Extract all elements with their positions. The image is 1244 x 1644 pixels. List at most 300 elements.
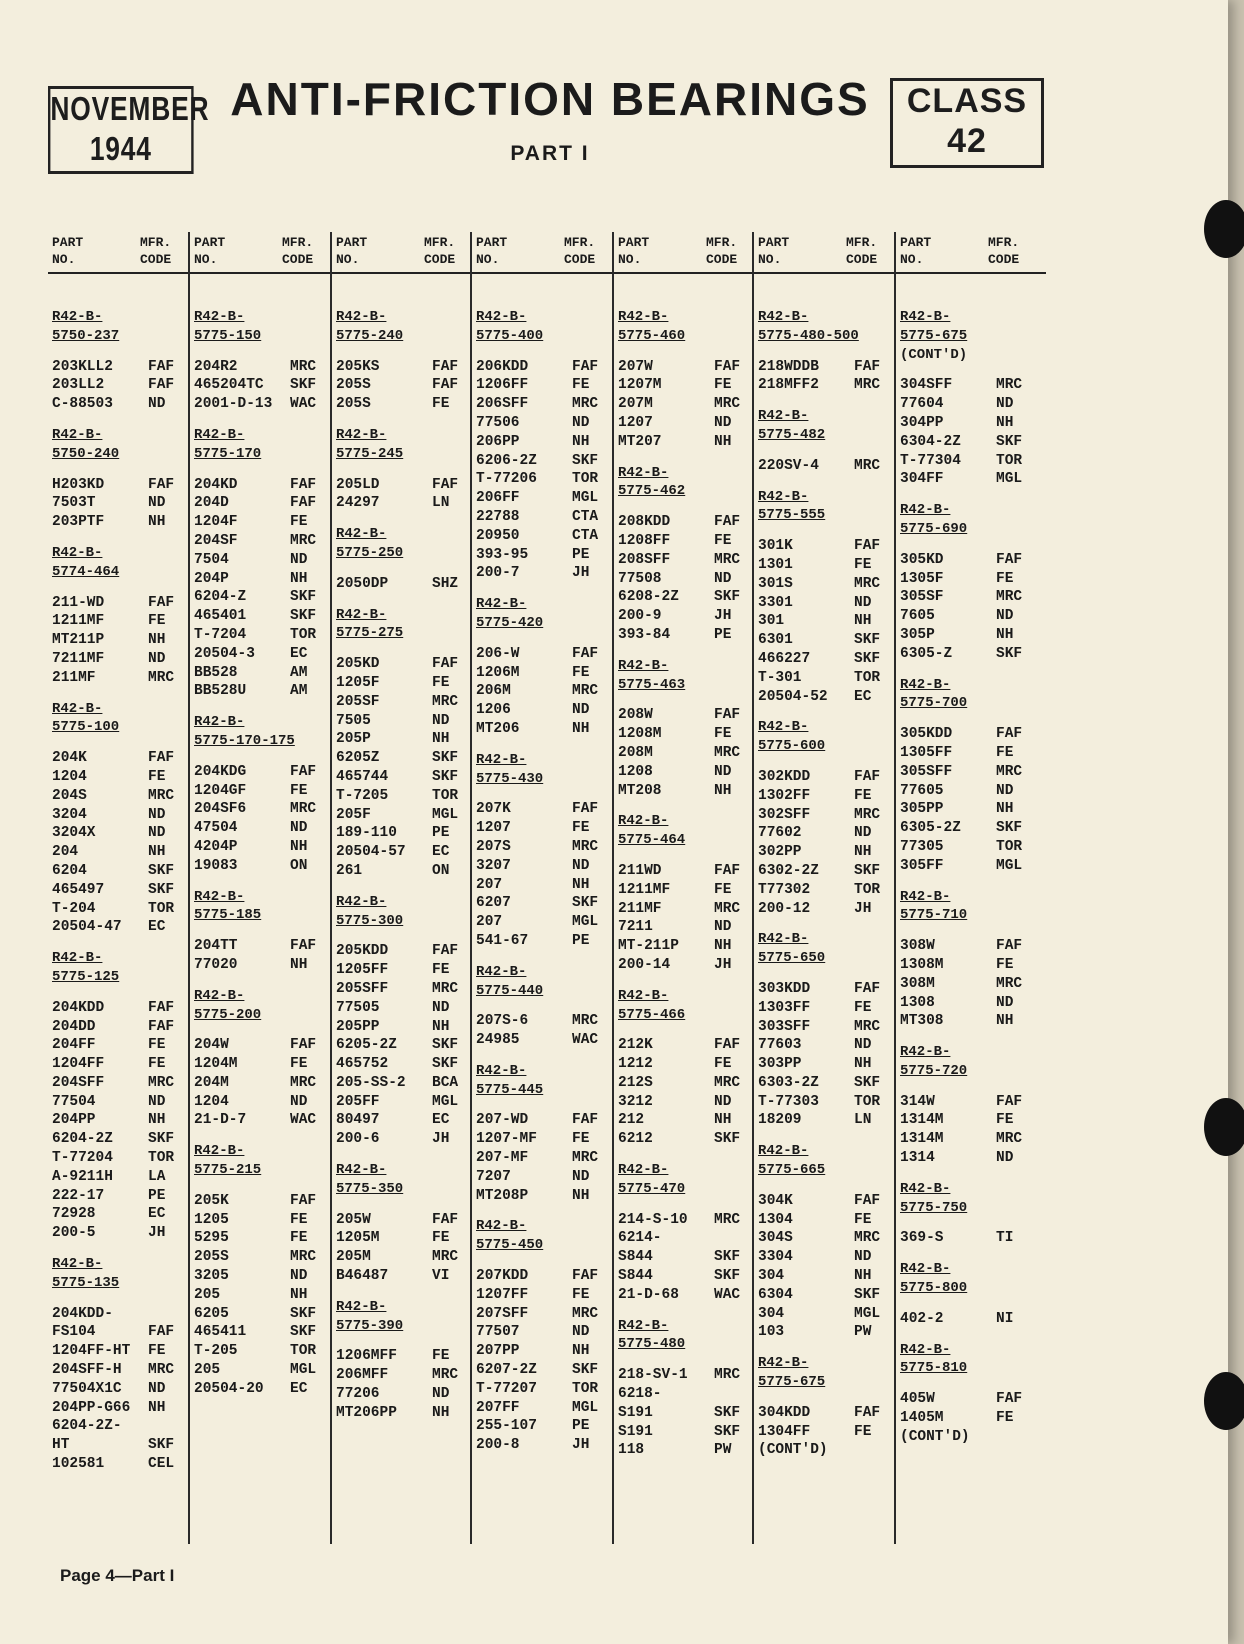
part-number: 212 bbox=[618, 1112, 645, 1129]
mfr-code: PW bbox=[714, 1442, 732, 1459]
mfr-code: SKF bbox=[148, 881, 175, 898]
part-number: 304K bbox=[758, 1192, 793, 1209]
table-row bbox=[896, 626, 1046, 645]
part-number: 7211MF bbox=[52, 650, 105, 667]
part-number: 305P bbox=[900, 626, 935, 643]
part-number: 204D bbox=[194, 495, 229, 512]
part-no-header: PART NO. bbox=[900, 235, 932, 267]
part-group-heading: R42-B- 5775-420 bbox=[476, 596, 544, 631]
binder-hole bbox=[1204, 200, 1244, 258]
mfr-code: ND bbox=[148, 650, 166, 667]
mfr-code: NH bbox=[572, 720, 590, 737]
table-row bbox=[754, 1036, 896, 1055]
mfr-code: WAC bbox=[290, 396, 317, 413]
mfr-code: FAF bbox=[572, 801, 599, 818]
part-number: 1208 bbox=[618, 763, 653, 780]
mfr-code: NH bbox=[290, 838, 308, 855]
mfr-code: TOR bbox=[290, 626, 317, 643]
table-row bbox=[48, 918, 188, 937]
part-number: 303SFF bbox=[758, 1018, 811, 1035]
table-row bbox=[332, 655, 472, 674]
part-number: 1211MF bbox=[52, 613, 105, 630]
mfr-code: FAF bbox=[148, 750, 175, 767]
part-no-header: PART NO. bbox=[476, 235, 508, 267]
part-number: 205 bbox=[194, 1362, 221, 1379]
table-row bbox=[48, 1380, 188, 1399]
mfr-code: FAF bbox=[854, 1192, 881, 1209]
part-number: 206FF bbox=[476, 490, 520, 507]
mfr-code: SKF bbox=[714, 1131, 741, 1148]
table-row bbox=[190, 857, 332, 876]
part-number: 261 bbox=[336, 862, 363, 879]
table-row bbox=[614, 1423, 754, 1442]
table-row bbox=[896, 857, 1046, 876]
part-number: HT bbox=[52, 1437, 70, 1454]
mfr-code: FE bbox=[714, 881, 732, 898]
table-row bbox=[472, 857, 614, 876]
table-row bbox=[472, 376, 614, 395]
mfr-code: SKF bbox=[854, 632, 881, 649]
part-number: 77507 bbox=[476, 1324, 520, 1341]
mfr-code: ND bbox=[854, 1249, 872, 1266]
mfr-code: ND bbox=[148, 806, 166, 823]
part-number: 47504 bbox=[194, 820, 238, 837]
column-header bbox=[332, 232, 472, 274]
part-number: 1207FF bbox=[476, 1286, 529, 1303]
table-row bbox=[190, 513, 332, 532]
mfr-code: FE bbox=[714, 532, 732, 549]
mfr-code: SKF bbox=[290, 1305, 317, 1322]
mfr-code: ND bbox=[996, 1150, 1014, 1167]
mfr-code: ND bbox=[572, 857, 590, 874]
mfr-code: TOR bbox=[996, 838, 1023, 855]
table-row bbox=[614, 918, 754, 937]
part-number: 77506 bbox=[476, 414, 520, 431]
part-number: 207M bbox=[618, 396, 653, 413]
table-row bbox=[614, 433, 754, 452]
part-number: 465497 bbox=[52, 881, 105, 898]
mfr-code-header: MFR. CODE bbox=[282, 235, 314, 267]
column-header bbox=[754, 232, 896, 274]
table-row bbox=[614, 358, 754, 377]
table-row bbox=[190, 819, 332, 838]
part-number: 1206M bbox=[476, 664, 520, 681]
part-number: 204SF6 bbox=[194, 801, 247, 818]
table-row bbox=[754, 669, 896, 688]
table-row bbox=[332, 1248, 472, 1267]
table-row bbox=[332, 843, 472, 862]
mfr-code: PE bbox=[714, 626, 732, 643]
part-group-heading: R42-B- 5750-237 bbox=[52, 309, 120, 344]
mfr-code: NH bbox=[148, 632, 166, 649]
mfr-code: ND bbox=[290, 1268, 308, 1285]
table-row bbox=[754, 631, 896, 650]
part-number: 1206FF bbox=[476, 377, 529, 394]
part-group-heading: R42-B- 5775-450 bbox=[476, 1218, 544, 1254]
mfr-code: FE bbox=[148, 1037, 166, 1054]
part-number: 1208M bbox=[618, 726, 662, 743]
table-row bbox=[896, 645, 1046, 664]
part-number: 6304-2Z bbox=[900, 433, 961, 450]
part-number: 1308M bbox=[900, 956, 944, 973]
mfr-code: MRC bbox=[290, 532, 317, 549]
part-number: 77605 bbox=[900, 782, 944, 799]
table-row bbox=[332, 1229, 472, 1248]
mfr-code: ND bbox=[572, 702, 590, 719]
table-row bbox=[48, 1455, 188, 1474]
part-number: 20504-3 bbox=[194, 645, 255, 662]
part-number: 541-67 bbox=[476, 932, 529, 949]
date-month: NOVEMBER bbox=[50, 90, 210, 127]
mfr-code: FAF bbox=[148, 358, 175, 375]
part-number: 7505 bbox=[336, 712, 371, 729]
part-number: 205S bbox=[336, 377, 371, 394]
part-number: 205FF bbox=[336, 1093, 380, 1110]
part-number: 304S bbox=[758, 1230, 793, 1247]
table-row bbox=[332, 674, 472, 693]
mfr-code: ON bbox=[290, 857, 308, 874]
part-group-heading: R42-B- 5775-810 bbox=[900, 1341, 968, 1377]
table-row bbox=[614, 1385, 754, 1404]
mfr-code: ND bbox=[432, 1386, 450, 1403]
mfr-code: ND bbox=[148, 1093, 166, 1110]
table-row bbox=[332, 376, 472, 395]
part-number: 211MF bbox=[52, 669, 96, 686]
table-row bbox=[614, 1229, 754, 1248]
table-row bbox=[48, 900, 188, 919]
part-number: 205KD bbox=[336, 656, 380, 673]
mfr-code: FAF bbox=[432, 1211, 459, 1228]
table-row bbox=[896, 1409, 1046, 1428]
part-number: 6205-2Z bbox=[336, 1037, 397, 1054]
mfr-code: FAF bbox=[432, 656, 459, 673]
table-row bbox=[190, 1055, 332, 1074]
part-group-heading: R42-B- 5775-215 bbox=[194, 1143, 262, 1179]
table-row bbox=[332, 1074, 472, 1093]
part-number: 204TT bbox=[194, 938, 238, 955]
mfr-code: FAF bbox=[290, 938, 317, 955]
mfr-code: MRC bbox=[148, 787, 175, 804]
table-row bbox=[48, 999, 188, 1018]
part-number: 220SV-4 bbox=[758, 457, 819, 474]
table-row bbox=[754, 900, 896, 919]
table-row bbox=[48, 1074, 188, 1093]
mfr-code: FE bbox=[290, 1056, 308, 1073]
part-group-heading: R42-B- 5775-690 bbox=[900, 502, 968, 537]
table-row bbox=[48, 1205, 188, 1224]
table-row bbox=[48, 1399, 188, 1418]
table-row bbox=[472, 1323, 614, 1342]
table-row bbox=[754, 843, 896, 862]
mfr-code: PE bbox=[572, 546, 590, 563]
mfr-code: NH bbox=[854, 1268, 872, 1285]
table-row bbox=[472, 1267, 614, 1286]
table-row bbox=[896, 588, 1046, 607]
mfr-code: FE bbox=[854, 999, 872, 1016]
table-row bbox=[48, 1417, 188, 1436]
part-number: 208M bbox=[618, 744, 653, 761]
table-row bbox=[472, 1168, 614, 1187]
mfr-code: FE bbox=[714, 1056, 732, 1073]
mfr-code: FAF bbox=[996, 551, 1023, 568]
parts-column bbox=[48, 232, 188, 1544]
part-number: 1405M bbox=[900, 1410, 944, 1427]
mfr-code: MGL bbox=[996, 857, 1023, 874]
part-number: 6212 bbox=[618, 1131, 653, 1148]
part-number: 6218- bbox=[618, 1386, 662, 1403]
mfr-code: ND bbox=[148, 1380, 166, 1397]
mfr-code: VI bbox=[432, 1268, 450, 1285]
mfr-code: FE bbox=[148, 1056, 166, 1073]
table-row bbox=[190, 376, 332, 395]
mfr-code: MRC bbox=[290, 801, 317, 818]
mfr-code: NI bbox=[996, 1310, 1014, 1327]
part-group-heading: R42-B- 5775-460 bbox=[618, 309, 686, 344]
mfr-code: FAF bbox=[854, 768, 881, 785]
part-group-heading: R42-B- 5775-390 bbox=[336, 1298, 404, 1334]
mfr-code: MGL bbox=[572, 914, 599, 931]
part-group-heading: R42-B- 5775-200 bbox=[194, 987, 262, 1023]
mfr-code: SKF bbox=[290, 589, 317, 606]
part-group-heading: R42-B- 5775-185 bbox=[194, 888, 262, 924]
table-row bbox=[614, 626, 754, 645]
mfr-code: SKF bbox=[714, 589, 741, 606]
mfr-code: NH bbox=[854, 1056, 872, 1073]
part-number: 205F bbox=[336, 806, 371, 823]
part-number: A-9211H bbox=[52, 1168, 113, 1185]
mfr-code: FE bbox=[290, 514, 308, 531]
part-number: 205SF bbox=[336, 693, 380, 710]
table-row bbox=[472, 800, 614, 819]
part-number: 6206-2Z bbox=[476, 452, 537, 469]
mfr-code: FAF bbox=[290, 495, 317, 512]
table-row bbox=[896, 782, 1046, 801]
part-number: 1207-MF bbox=[476, 1131, 537, 1148]
part-number: 301S bbox=[758, 575, 793, 592]
part-number: 6305-2Z bbox=[900, 820, 961, 837]
date-box bbox=[48, 86, 210, 174]
part-number: 1314 bbox=[900, 1150, 935, 1167]
part-number: MT206PP bbox=[336, 1404, 397, 1421]
table-row bbox=[48, 650, 188, 669]
table-row bbox=[754, 1074, 896, 1093]
mfr-code: FE bbox=[996, 570, 1014, 587]
table-row bbox=[48, 1436, 188, 1455]
part-number: 3205 bbox=[194, 1268, 229, 1285]
part-number: 204M bbox=[194, 1074, 229, 1091]
table-row bbox=[896, 800, 1046, 819]
part-number: 1314M bbox=[900, 1112, 944, 1129]
mfr-code: FAF bbox=[996, 726, 1023, 743]
part-group-heading: R42-B- 5775-350 bbox=[336, 1162, 404, 1197]
parts-column bbox=[612, 232, 754, 1544]
table-row bbox=[614, 1211, 754, 1230]
mfr-code: TOR bbox=[854, 881, 881, 898]
part-number: 1206 bbox=[476, 702, 511, 719]
table-row bbox=[332, 1018, 472, 1037]
part-number: 22788 bbox=[476, 508, 520, 525]
part-number: 303PP bbox=[758, 1056, 802, 1073]
table-row bbox=[614, 862, 754, 881]
part-group-heading: R42-B- 5775-720 bbox=[900, 1044, 968, 1079]
part-number: 6302-2Z bbox=[758, 862, 819, 879]
part-number: 24297 bbox=[336, 495, 380, 512]
table-row bbox=[754, 1404, 896, 1423]
part-number: (CONT'D) bbox=[900, 1428, 970, 1445]
table-row bbox=[614, 532, 754, 551]
table-row bbox=[190, 395, 332, 414]
mfr-code: NH bbox=[572, 876, 590, 893]
mfr-code: FAF bbox=[290, 1037, 317, 1054]
table-row bbox=[896, 1310, 1046, 1329]
mfr-code: PE bbox=[572, 932, 590, 949]
part-number: 203LL2 bbox=[52, 377, 105, 394]
mfr-code: SKF bbox=[996, 820, 1023, 837]
part-number: 1303FF bbox=[758, 999, 811, 1016]
part-number: 302SFF bbox=[758, 806, 811, 823]
mfr-code: MRC bbox=[572, 396, 599, 413]
table-row bbox=[896, 1093, 1046, 1112]
table-row bbox=[472, 1130, 614, 1149]
mfr-code: JH bbox=[572, 1437, 590, 1454]
mfr-code: FAF bbox=[996, 938, 1023, 955]
mfr-code: PE bbox=[148, 1187, 166, 1204]
part-number: 465204TC bbox=[194, 377, 264, 394]
column-header bbox=[614, 232, 754, 274]
table-row bbox=[754, 1286, 896, 1305]
table-row bbox=[614, 956, 754, 975]
part-number: 6305-Z bbox=[900, 645, 953, 662]
mfr-code: FAF bbox=[714, 1037, 741, 1054]
part-number: 2050DP bbox=[336, 575, 389, 592]
mfr-code: FE bbox=[572, 1286, 590, 1303]
mfr-code: JH bbox=[148, 1225, 166, 1242]
part-number: 204KDD bbox=[52, 999, 105, 1016]
part-number: BB528 bbox=[194, 664, 238, 681]
part-number: 4204P bbox=[194, 838, 238, 855]
table-row bbox=[472, 701, 614, 720]
part-number: 305SFF bbox=[900, 763, 953, 780]
mfr-code: SKF bbox=[996, 433, 1023, 450]
mfr-code: NH bbox=[432, 1018, 450, 1035]
mfr-code: TOR bbox=[432, 787, 459, 804]
part-number: 222-17 bbox=[52, 1187, 105, 1204]
mfr-code: ND bbox=[290, 551, 308, 568]
part-group-heading: R42-B- 5775-480-500 bbox=[758, 309, 859, 344]
part-number: T-205 bbox=[194, 1343, 238, 1360]
part-number: 212K bbox=[618, 1037, 653, 1054]
part-number: 207SFF bbox=[476, 1305, 529, 1322]
mfr-code: FE bbox=[854, 1211, 872, 1228]
mfr-code: FAF bbox=[148, 476, 175, 493]
mfr-code: EC bbox=[148, 1206, 166, 1223]
mfr-code: SKF bbox=[432, 1037, 459, 1054]
part-number: 77206 bbox=[336, 1386, 380, 1403]
table-row bbox=[472, 1417, 614, 1436]
mfr-code: FE bbox=[148, 768, 166, 785]
part-group-heading: R42-B- 5775-555 bbox=[758, 488, 826, 524]
part-number: 305KD bbox=[900, 551, 944, 568]
part-number: 204 bbox=[52, 844, 79, 861]
table-row bbox=[332, 980, 472, 999]
mfr-code: MRC bbox=[290, 1249, 317, 1266]
mfr-code: MGL bbox=[572, 490, 599, 507]
mfr-code: SKF bbox=[714, 1404, 741, 1421]
mfr-code: FAF bbox=[996, 1391, 1023, 1408]
part-number: 305KDD bbox=[900, 726, 953, 743]
part-number: MT207 bbox=[618, 433, 662, 450]
column-header bbox=[190, 232, 332, 274]
part-group-heading: R42-B- 5775-250 bbox=[336, 526, 404, 561]
table-row bbox=[614, 1055, 754, 1074]
part-number: 1204F bbox=[194, 514, 238, 531]
part-number: 204R2 bbox=[194, 358, 238, 375]
part-number: 1204FF-HT bbox=[52, 1343, 131, 1360]
part-group-heading: R42-B- 5775-125 bbox=[52, 950, 120, 985]
table-row bbox=[48, 862, 188, 881]
table-row bbox=[472, 838, 614, 857]
table-row bbox=[190, 532, 332, 551]
part-number: 465752 bbox=[336, 1056, 389, 1073]
part-number: 7207 bbox=[476, 1168, 511, 1185]
mfr-code: NH bbox=[148, 1112, 166, 1129]
mfr-code: NH bbox=[714, 1112, 732, 1129]
mfr-code-header: MFR. CODE bbox=[424, 235, 456, 267]
part-number: 1208FF bbox=[618, 532, 671, 549]
table-row bbox=[332, 395, 472, 414]
table-row bbox=[614, 588, 754, 607]
part-number: 1212 bbox=[618, 1056, 653, 1073]
table-row bbox=[896, 937, 1046, 956]
mfr-code: FAF bbox=[854, 980, 881, 997]
part-number: 77603 bbox=[758, 1037, 802, 1054]
part-number: 203KLL2 bbox=[52, 358, 113, 375]
table-row bbox=[754, 824, 896, 843]
mfr-code: FE bbox=[854, 1423, 872, 1440]
part-number: 207S bbox=[476, 838, 511, 855]
mfr-code: MRC bbox=[572, 683, 599, 700]
mfr-code: NH bbox=[854, 844, 872, 861]
part-number: 207-MF bbox=[476, 1150, 529, 1167]
mfr-code: JH bbox=[572, 565, 590, 582]
mfr-code: CEL bbox=[148, 1456, 175, 1473]
table-row bbox=[48, 1018, 188, 1037]
table-row bbox=[472, 489, 614, 508]
table-row bbox=[472, 913, 614, 932]
part-number: B46487 bbox=[336, 1268, 389, 1285]
part-number: 206SFF bbox=[476, 396, 529, 413]
table-row bbox=[472, 452, 614, 471]
mfr-code: FAF bbox=[290, 476, 317, 493]
part-number: 1205 bbox=[194, 1211, 229, 1228]
part-number: T77302 bbox=[758, 881, 811, 898]
part-number: 207K bbox=[476, 801, 511, 818]
part-number: 6204-Z bbox=[194, 589, 247, 606]
mfr-code: SKF bbox=[714, 1423, 741, 1440]
mfr-code: BCA bbox=[432, 1074, 459, 1091]
class-box bbox=[890, 78, 1044, 168]
table-row bbox=[48, 806, 188, 825]
table-row bbox=[48, 1323, 188, 1342]
mfr-code: MRC bbox=[996, 589, 1023, 606]
table-row bbox=[472, 508, 614, 527]
table-row bbox=[332, 494, 472, 513]
part-number: 206KDD bbox=[476, 358, 529, 375]
mfr-code: ND bbox=[432, 712, 450, 729]
part-number: S191 bbox=[618, 1404, 653, 1421]
mfr-code: FE bbox=[996, 1410, 1014, 1427]
part-number: BB528U bbox=[194, 683, 247, 700]
